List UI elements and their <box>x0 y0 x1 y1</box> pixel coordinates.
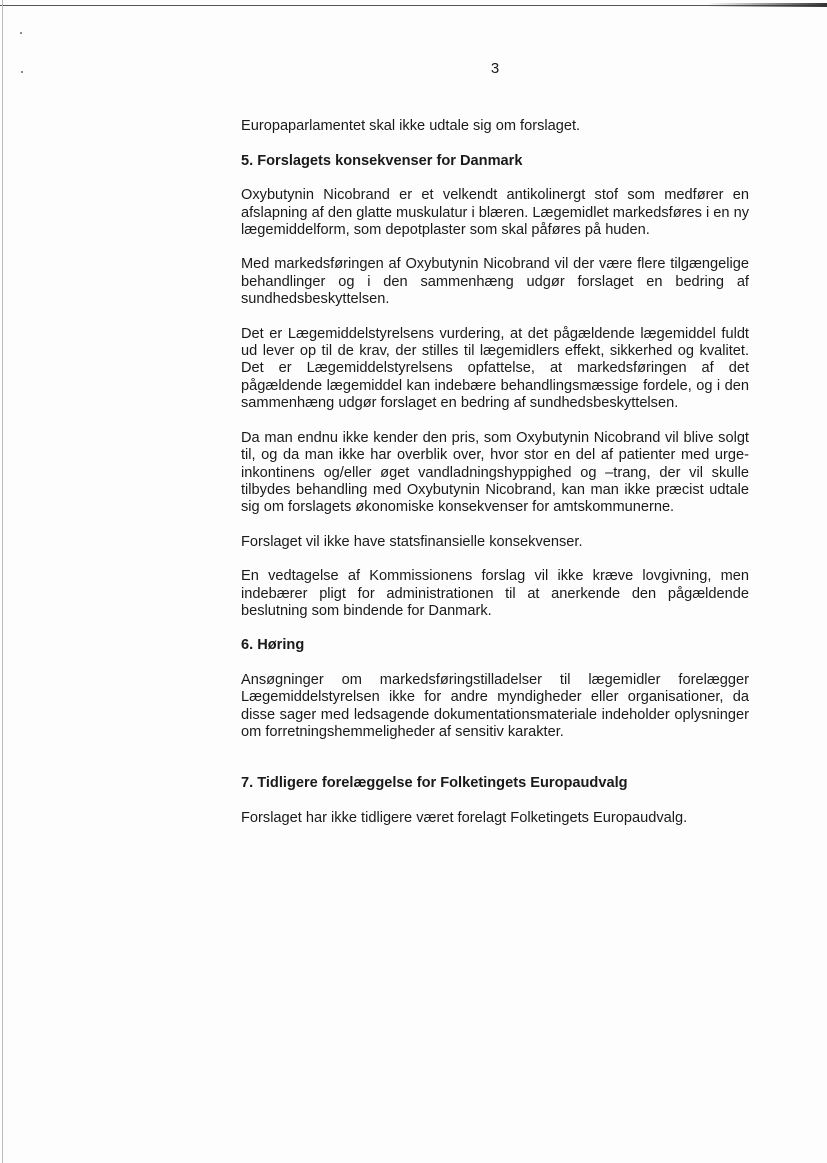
scan-speck <box>20 32 22 34</box>
section-5-paragraph-1: Oxybutynin Nicobrand er et velkendt antikolinergt stof som medfører en afslapning af den glatte muskulatur i blæren. Lægemidlet markedsføres i en ny lægemiddelform, som depotplaster som skal påføres på huden. <box>241 187 749 239</box>
document-body <box>241 60 749 844</box>
section-5-paragraph-3: Det er Lægemiddelstyrelsens vurdering, at det pågældende lægemiddel fuldt ud lever op til de krav, der stilles til lægemidlers effekt, sikkerhed og kvalitet. Det er Lægemiddelstyrelsens opfattelse, at markedsføringen af det pågældende lægemiddel kan indebære behandlingsmæssige fordele, og i den sammenhæng udgør forslaget en bedring af sundhedsbeskyttelsen. <box>241 325 749 412</box>
scan-edge-shadow <box>707 3 827 7</box>
section-5-paragraph-5: Forslaget vil ikke have statsfinansielle konsekvenser. <box>241 533 583 550</box>
scan-speck <box>21 71 23 73</box>
section-5-paragraph-2: Med markedsføringen af Oxybutynin Nicobrand vil der være flere tilgængelige behandlinger og i den sammenhæng udgør forslaget en bedring af sundhedsbeskyttelsen. <box>241 256 749 308</box>
section-5-heading: 5. Forslagets konsekvenser for Danmark <box>241 152 523 169</box>
section-5-paragraph-6: En vedtagelse af Kommissionens forslag vil ikke kræve lovgivning, men indebærer pligt for administrationen til at anerkende den pågældende beslutning som bindende for Danmark. <box>241 568 749 619</box>
section-6-heading: 6. Høring <box>241 637 305 654</box>
section-7-heading: 7. Tidligere forelæggelse for Folketingets Europaudvalg <box>241 775 628 792</box>
section-7-paragraph-1: Forslaget har ikke tidligere været forelagt Folketingets Europaudvalg. <box>241 809 688 826</box>
section-5-paragraph-4: Da man endnu ikke kender den pris, som Oxybutynin Nicobrand vil blive solgt til, og da man ikke har overblik over, hvor stor en del af patienter med urge-inkontinens og/eller øget vandladningshyppighed og –trang, der vil skulle tilbydes behandling med Oxybutynin Nicobrand, kan man ikke præcist udtale sig om forslagets økonomiske konsekvenser for amtskommunerne. <box>241 429 749 516</box>
intro-paragraph: Europaparlamentet skal ikke udtale sig om forslaget. <box>241 118 581 135</box>
section-6-paragraph-1: Ansøgninger om markedsføringstilladelser til lægemidler forelægger Lægemiddelstyrelsen ikke for andre myndigheder eller organisationer, da disse sager med ledsagende dokumentationsmateriale indeholder oplysninger om forretningshemmeligheder af sensitiv karakter. <box>241 671 749 740</box>
scan-left-edge <box>2 0 3 1163</box>
page-number: 3 <box>490 60 500 77</box>
scan-edge-line <box>0 5 827 6</box>
